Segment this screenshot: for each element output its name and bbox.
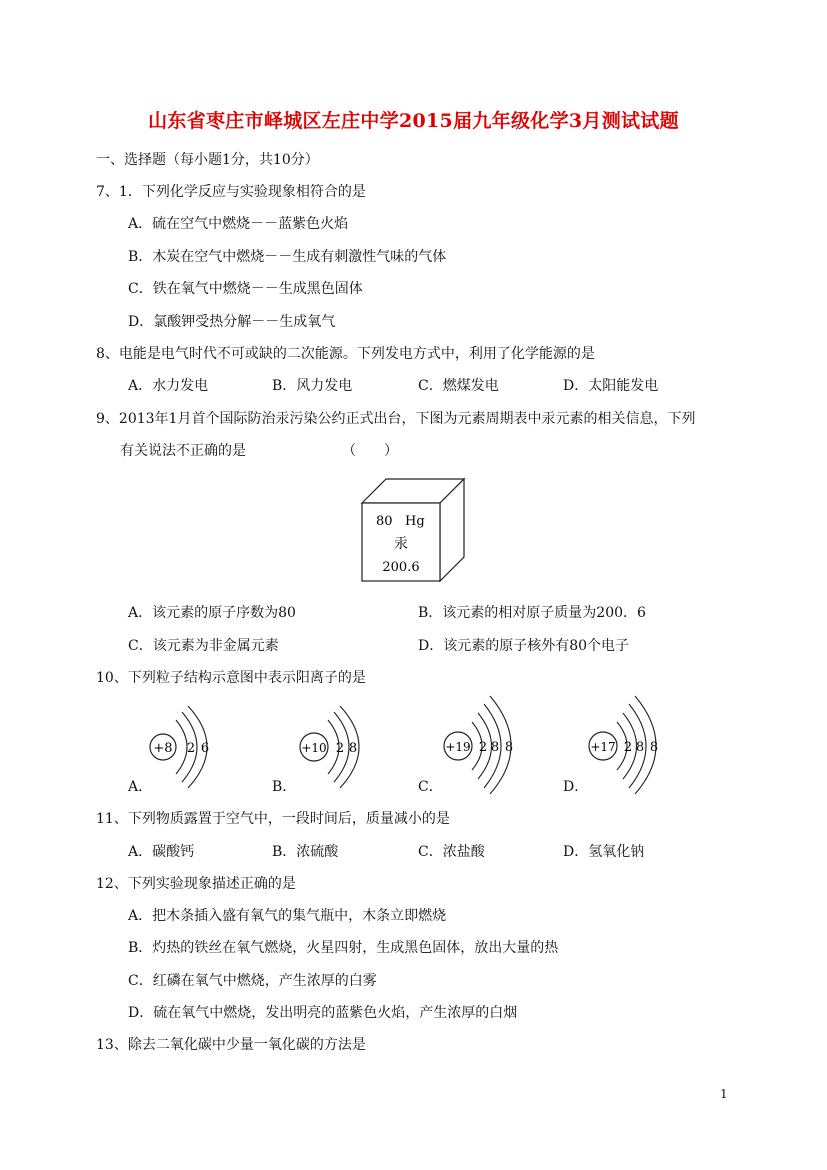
question-12-option-d: D．硫在氧气中燃烧，发出明亮的蓝紫色火焰，产生浓厚的白烟 (128, 1005, 518, 1021)
diagram-a-label: A． (128, 779, 153, 795)
question-8-stem: 8、电能是电气时代不可或缺的二次能源。下列发电方式中，利用了化学能源的是 (96, 346, 595, 362)
page-number: 1 (720, 1087, 728, 1101)
question-11-option-c: C．浓盐酸 (418, 844, 485, 860)
question-9-option-b: B．该元素的相对原子质量为200．6 (418, 605, 646, 621)
diagram-d-label: D． (563, 779, 589, 795)
diagram-c-label: C． (418, 779, 443, 795)
diagram-b-shell-1: 2 (335, 741, 345, 756)
question-12-stem: 12、下列实验现象描述正确的是 (96, 876, 296, 892)
diagram-c-shell-3: 8 (504, 740, 514, 755)
question-11-option-a: A．碳酸钙 (128, 844, 195, 860)
diagram-d-shell-2: 8 (635, 740, 645, 755)
question-9-answer-blank: （ ） (342, 443, 398, 459)
question-12-option-b: B．灼热的铁丝在氧气燃烧，火星四射，生成黑色固体，放出大量的热 (128, 940, 559, 956)
question-11-stem: 11、下列物质露置于空气中，一段时间后，质量减小的是 (96, 811, 450, 827)
question-11-option-d: D．氢氧化钠 (563, 844, 645, 860)
question-9-stem-line1: 9、2013年1月首个国际防治汞污染公约正式出台，下图为元素周期表中汞元素的相关信息，下列 (96, 411, 696, 427)
diagram-c-shell-1: 2 (478, 740, 488, 755)
diagram-c-shell-2: 8 (490, 740, 500, 755)
question-9-stem-line2: 有关说法不正确的是 (120, 443, 246, 459)
atomic-structure-diagram-a (140, 706, 240, 794)
diagram-b-label: B． (272, 779, 297, 795)
question-8-option-b: B．风力发电 (272, 378, 353, 394)
diagram-b-shell-2: 8 (348, 741, 358, 756)
element-symbol: Hg (405, 514, 425, 529)
diagram-b-nucleus: +10 (301, 741, 327, 755)
diagram-a-shell-1: 2 (186, 741, 196, 756)
question-8-option-a: A．水力发电 (128, 378, 209, 394)
question-7-option-b: B．木炭在空气中燃烧－－生成有刺激性气味的气体 (128, 249, 447, 265)
section-heading: 一、选择题（每小题1分，共10分） (96, 152, 319, 168)
element-name: 汞 (394, 536, 408, 552)
question-7-option-a: A．硫在空气中燃烧－－蓝紫色火焰 (128, 216, 349, 232)
page-title: 山东省枣庄市峄城区左庄中学2015届九年级化学3月测试试题 (148, 110, 679, 132)
question-7-option-d: D．氯酸钾受热分解－－生成氧气 (128, 314, 336, 330)
element-atomic-number: 80 (376, 514, 393, 529)
question-8-option-c: C．燃煤发电 (418, 378, 499, 394)
question-12-option-a: A．把木条插入盛有氧气的集气瓶中，木条立即燃烧 (128, 908, 447, 924)
atomic-structure-diagram-c (430, 694, 540, 794)
question-7-option-c: C．铁在氧气中燃烧－－生成黑色固体 (128, 281, 363, 297)
diagram-d-shell-3: 8 (649, 740, 659, 755)
question-10-stem: 10、下列粒子结构示意图中表示阳离子的是 (96, 670, 366, 686)
question-11-option-b: B．浓硫酸 (272, 844, 339, 860)
element-atomic-mass: 200.6 (382, 560, 420, 575)
question-9-option-d: D．该元素的原子核外有80个电子 (418, 638, 630, 654)
diagram-c-nucleus: +19 (445, 740, 471, 754)
question-7-stem: 7、1．下列化学反应与实验现象相符合的是 (96, 184, 366, 200)
question-8-option-d: D．太阳能发电 (563, 378, 659, 394)
diagram-d-shell-1: 2 (623, 740, 633, 755)
question-9-option-a: A．该元素的原子序数为80 (128, 605, 296, 621)
diagram-a-shell-2: 6 (200, 741, 210, 756)
question-13-stem: 13、除去二氧化碳中少量一氧化碳的方法是 (96, 1037, 366, 1053)
atomic-structure-diagram-b (288, 706, 388, 794)
question-9-option-c: C．该元素为非金属元素 (128, 638, 279, 654)
question-12-option-c: C．红磷在氧气中燃烧，产生浓厚的白雾 (128, 973, 377, 989)
diagram-a-nucleus: +8 (153, 741, 173, 756)
atomic-structure-diagram-d (575, 694, 685, 794)
element-tile-diagram (355, 475, 470, 587)
diagram-d-nucleus: +17 (590, 740, 616, 754)
